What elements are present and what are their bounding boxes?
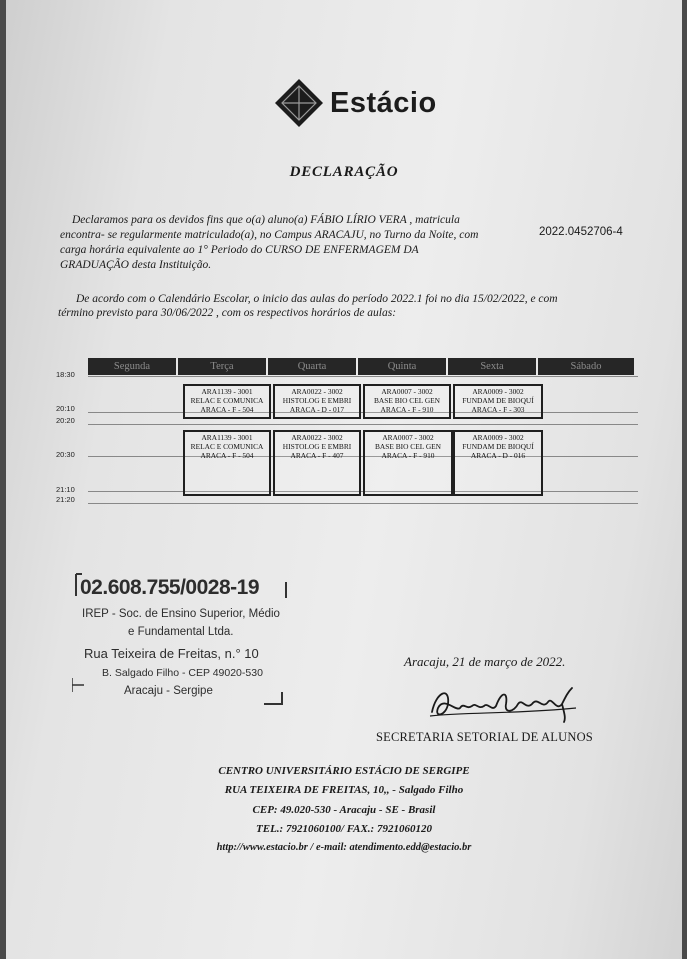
class-cell-quarta-1 (273, 384, 361, 419)
class-room: ARACA - F - 407 (290, 451, 344, 460)
class-code: ARA0009 - 3002 (472, 387, 524, 396)
paragraph-2-line-1: De acordo com o Calendário Escolar, o inicio das aulas do período 2022.1 foi no dia 15/02/2022, e com (76, 293, 558, 305)
day-header-quinta: Quinta (358, 358, 446, 375)
class-code: ARA0022 - 3002 (291, 433, 343, 442)
footer-cep: CEP: 49.020-530 - Aracaju - SE - Brasil (252, 804, 436, 816)
time-label: 20:20 (56, 416, 75, 425)
class-cell-sexta-2 (453, 430, 543, 496)
day-header-segunda: Segunda (88, 358, 176, 375)
time-label: 20:30 (56, 450, 75, 459)
paragraph-1-line-1: Declaramos para os devidos fins que o(a) aluno(a) FÁBIO LÍRIO VERA , matricula (72, 214, 460, 226)
footer-web-email: http://www.estacio.br / e-mail: atendimento.edd@estacio.br (216, 842, 472, 853)
class-cell-terca-1 (183, 384, 271, 419)
class-room: ARACA - F - 910 (381, 451, 435, 460)
stamp-line: Aracaju - Sergipe (124, 685, 213, 697)
paragraph-1-line-3: carga horária equivalente ao 1° Periodo do CURSO DE ENFERMAGEM DA (60, 244, 419, 256)
issue-date: Aracaju, 21 de março de 2022. (404, 654, 566, 669)
class-room: ARACA - F - 504 (200, 451, 254, 460)
day-header-quarta: Quarta (268, 358, 356, 375)
footer-institution: CENTRO UNIVERSITÁRIO ESTÁCIO DE SERGIPE (218, 765, 470, 777)
document-page (6, 0, 682, 959)
class-room: ARACA - F - 910 (380, 405, 434, 414)
paragraph-1-line-2: encontra- se regularmente matriculado(a), no Campus ARACAJU, no Turno da Noite, com (60, 229, 479, 241)
time-label: 20:10 (56, 404, 75, 413)
grid-line (88, 424, 638, 425)
class-name: HISTOLOG E EMBRI (282, 396, 352, 405)
stamp-line: e Fundamental Ltda. (128, 626, 234, 638)
estacio-logo-icon (274, 78, 324, 128)
class-cell-quinta-2 (363, 430, 453, 496)
stamp-cnpj: 02.608.755/0028-19 (80, 576, 260, 599)
day-header-sabado: Sábado (538, 358, 634, 375)
paragraph-2-line-2: término previsto para 30/06/2022 , com os respectivos horários de aulas: (58, 307, 397, 319)
grid-line (88, 376, 638, 377)
time-label: 21:10 (56, 485, 75, 494)
class-code: ARA1139 - 3001 (201, 433, 253, 442)
document-title: DECLARAÇÃO (289, 164, 399, 180)
footer-address: RUA TEIXEIRA DE FREITAS, 10,, - Salgado Filho (224, 784, 464, 796)
class-name: HISTOLOG E EMBRI (282, 442, 352, 451)
signature-icon (426, 682, 586, 724)
stamp-line: B. Salgado Filho - CEP 49020-530 (102, 667, 263, 679)
class-name: BASE BIO CEL GEN (373, 396, 441, 405)
class-room: ARACA - F - 504 (200, 405, 254, 414)
class-code: ARA1139 - 3001 (201, 387, 253, 396)
class-room: ARACA - F - 303 (471, 405, 525, 414)
class-room: ARACA - D - 017 (289, 405, 345, 414)
secretaria-label: SECRETARIA SETORIAL DE ALUNOS (376, 730, 593, 744)
footer-phone: TEL.: 7921060100/ FAX.: 7921060120 (256, 823, 432, 835)
class-code: ARA0007 - 3002 (381, 387, 433, 396)
class-name: RELAC E COMUNICA (190, 442, 264, 451)
class-room: ARACA - D - 016 (470, 451, 526, 460)
class-cell-sexta-1 (453, 384, 543, 419)
stamp-line: Rua Teixeira de Freitas, n.° 10 (84, 646, 259, 661)
class-name: RELAC E COMUNICA (190, 396, 264, 405)
class-name: FUNDAM DE BIOQUÍ (462, 442, 534, 451)
time-label: 21:20 (56, 495, 75, 504)
class-name: FUNDAM DE BIOQUÍ (462, 396, 534, 405)
cnpj-stamp (72, 566, 292, 706)
paragraph-1-line-4: GRADUAÇÃO desta Instituição. (60, 259, 212, 271)
time-label: 18:30 (56, 370, 75, 379)
class-cell-terca-2 (183, 430, 271, 496)
class-code: ARA0007 - 3002 (382, 433, 434, 442)
day-header-terca: Terça (178, 358, 266, 375)
class-code: ARA0009 - 3002 (472, 433, 524, 442)
schedule-table (46, 348, 646, 518)
grid-line (88, 503, 638, 504)
class-name: BASE BIO CEL GEN (374, 442, 442, 451)
matricula-number: 2022.0452706-4 (539, 226, 623, 238)
class-cell-quinta-1 (363, 384, 451, 419)
stamp-line: IREP - Soc. de Ensino Superior, Médio (82, 608, 280, 620)
class-code: ARA0022 - 3002 (291, 387, 343, 396)
estacio-logo (274, 78, 437, 128)
class-cell-quarta-2 (273, 430, 361, 496)
day-header-sexta: Sexta (448, 358, 536, 375)
brand-name: Estácio (330, 86, 437, 119)
